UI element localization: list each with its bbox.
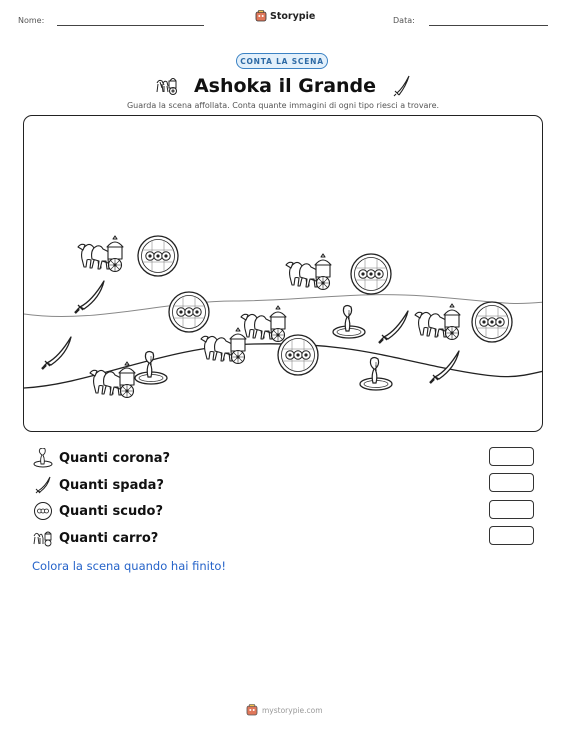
scene-crown — [135, 352, 167, 385]
date-label: Data: — [393, 16, 415, 25]
instructions: Guarda la scena affollata. Conta quante immagini di ogni tipo riesci a trovare. — [126, 101, 440, 110]
answer-box-sword[interactable] — [489, 473, 534, 492]
scene-sword — [430, 351, 459, 383]
name-line[interactable] — [57, 25, 204, 26]
date-line[interactable] — [429, 25, 548, 26]
scene-chariot — [286, 254, 331, 290]
site-url[interactable]: mystorypie.com — [262, 705, 323, 715]
title-row — [150, 73, 416, 99]
chariot-icon — [32, 528, 54, 548]
answer-box-shield[interactable] — [489, 500, 534, 519]
question-shield — [32, 500, 542, 522]
name-label: Nome: — [18, 16, 45, 25]
brand-logo — [255, 10, 315, 22]
scene-chariot — [78, 236, 123, 272]
scene-sword — [379, 311, 408, 343]
sword-icon — [32, 475, 54, 495]
counting-scene — [23, 115, 543, 432]
page-title: Ashoka il Grande — [193, 75, 377, 97]
question-label: Quanti carro? — [59, 530, 159, 546]
scene-crown — [360, 358, 392, 391]
crown-icon — [32, 448, 54, 468]
section-badge: CONTA LA SCENA — [236, 53, 328, 69]
answer-box-chariot[interactable] — [489, 526, 534, 545]
scene-sword — [75, 281, 104, 313]
chariot-icon — [154, 74, 180, 98]
sword-icon — [390, 74, 412, 98]
scene-shield — [278, 335, 318, 375]
brand-name: Storypie — [270, 10, 316, 22]
question-crown — [32, 447, 542, 469]
site-footer — [246, 704, 323, 716]
scene-chariot — [201, 328, 246, 364]
scene-chariot — [241, 306, 286, 342]
color-instruction: Colora la scena quando hai finito! — [32, 559, 226, 573]
scene-chariot — [415, 304, 460, 340]
scene-shield — [169, 292, 209, 332]
question-label: Quanti spada? — [59, 477, 164, 493]
question-sword — [32, 474, 542, 496]
shield-icon — [32, 501, 54, 521]
scene-crown — [333, 306, 365, 339]
storypie-mascot-icon — [255, 10, 267, 22]
scene-illustration — [24, 116, 543, 432]
question-chariot — [32, 527, 542, 549]
answer-box-crown[interactable] — [489, 447, 534, 466]
scene-chariot — [90, 362, 135, 398]
scene-sword — [42, 337, 71, 369]
scene-shield — [138, 236, 178, 276]
storypie-mascot-icon — [246, 704, 258, 716]
scene-shield — [472, 302, 512, 342]
question-label: Quanti scudo? — [59, 503, 164, 519]
scene-shield — [351, 254, 391, 294]
question-label: Quanti corona? — [59, 450, 171, 466]
